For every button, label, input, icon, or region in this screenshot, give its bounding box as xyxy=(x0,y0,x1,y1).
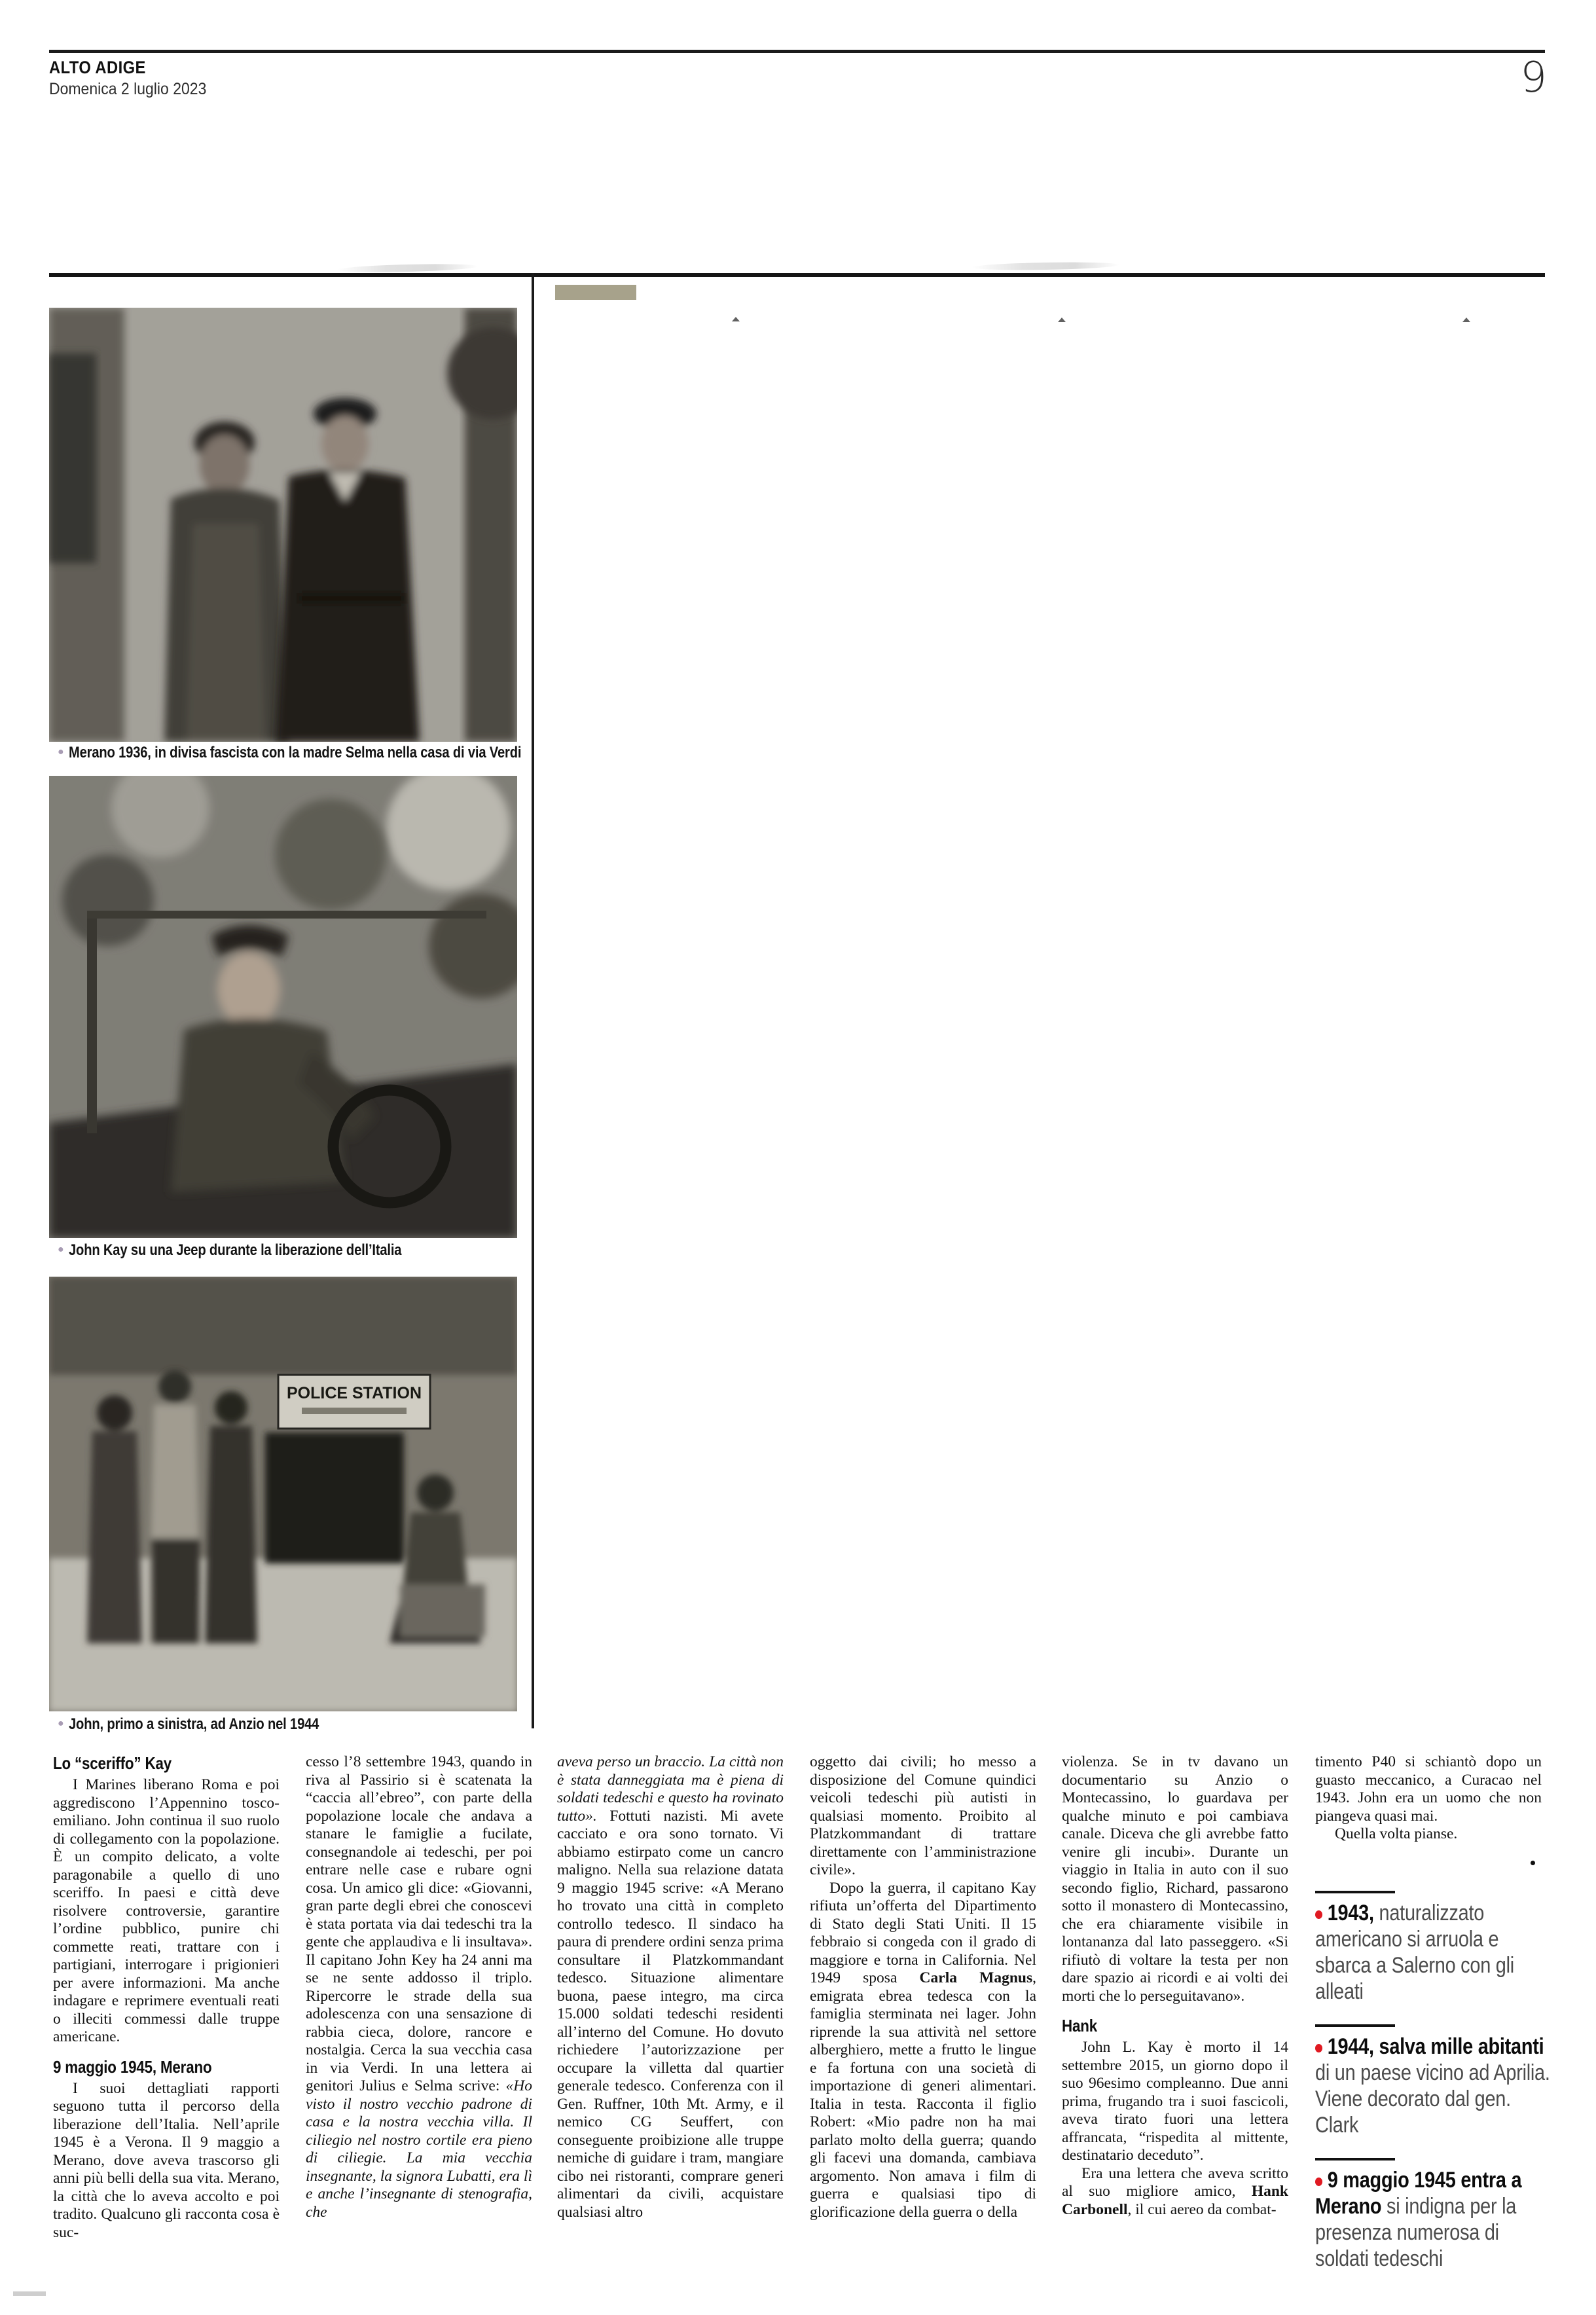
newspaper-name: ALTO ADIGE xyxy=(49,58,146,77)
print-edge-mark xyxy=(13,2291,46,2296)
timeline-entry-1943: 1943, naturalizzato americano si arruola e sbarca a Salerno con gli alleati xyxy=(1315,1901,1514,2004)
timeline-bullet-icon xyxy=(1315,2178,1322,2186)
caption-bullet-icon: ● xyxy=(58,746,64,757)
article-paragraph: John L. Kay è morto il 14 settembre 2015, un giorno dopo il suo 96esimo compleanno. Due anni prima, frugando tra i suoi fascicoli, aveva tirato fuori una lettera affrancata, “rispedita al mittente, destinatario deceduto”. xyxy=(1062,2039,1288,2164)
article-paragraph: violenza. Se in tv davano un documentario su Anzio o Montecassino, lo guardava per qualche minuto e poi cambiava canale. Diceva che gli avrebbe fatto venire gli incubi». Durante un viaggio in Italia in auto con il suo secondo figlio, Richard, passarono sotto il monastero di Montecassino, che era chiaramente visibile in lontananza dal lato passeggero. «Si rifiutò di voltare la testa per non dare spazio ai ricordi e ai volti dei morti che lo perseguitavano». xyxy=(1062,1753,1288,2005)
timeline-rule xyxy=(1315,2158,1395,2160)
photo-merano-1936 xyxy=(49,308,517,742)
article-paragraph: aveva perso un braccio. La città non è stata danneggiata ma è piena di soldati tedeschi e questo ha rovinato tutto». Fottuti nazisti. Mi avete cacciato e ora sono tornato. Vi abbiamo estirpato come un cancro maligno. Nella sua relazione datata 9 maggio 1945 scrive: «A Merano ho trovato una città in completo controllo tedesco. Il sindaco ha paura di prendere ordini senza prima consultare il Platzkommandant tedesco. Situazione alimentare buona, paese integro, ma circa 15.000 soldati tedeschi residenti all’interno del Comune. Ho dovuto richiedere l’autorizzazione per occupare la villetta dal quartier generale tedesco. Conferenza con il Gen. Ruffner, 10th Mt. Army, e il nemico CG Seuffert, con conseguente proibizione alle truppe nemiche di guidare i tram, mangiare cibo nei ristoranti, comprare generi alimentari da civili, acquistare qualsiasi altro xyxy=(557,1753,784,2221)
timeline-entry-1944: 1944, salva mille abitanti di un paese vicino ad Aprilia. Viene decorato dal gen. Clark xyxy=(1315,2034,1550,2138)
article-paragraph: I suoi dettagliati rapporti seguono tutta il percorso della liberazione dell’Italia. Nell’aprile 1945 è a Verona. Il 9 maggio a Merano, dove aveva trascorso gli anni più belli della sua vita. Merano, la città che lo aveva accolto e poi tradito. Qualcuno gli racconta cosa è suc- xyxy=(53,2079,280,2241)
column-divider-rule xyxy=(532,273,534,1728)
article-paragraph: Dopo la guerra, il capitano Kay rifiuta un’offerta del Dipartimento di Stato degli Stati Uniti. Il 15 febbraio si congeda con il grado di maggiore e torna in California. Nel 1949 sposa Carla Magnus, emigrata ebrea tedesca con la famiglia sterminata nei lager. John riprende la sua attività nel settore alberghiero, mette a frutto le lingue e fa fortuna con una società di importazione di generi alimentari. Italia in testa. Racconta il figlio Robert: «Mio padre non ha mai parlato molto della guerra; quando gli facevi una domanda, cambiava argomento. Non amava i film di guerra e qualsiasi tipo di glorificazione della guerra o della xyxy=(810,1879,1036,2221)
timeline-rule xyxy=(1315,1891,1395,1893)
scan-mark xyxy=(732,317,740,321)
caption-bullet-icon: ● xyxy=(58,1244,64,1255)
scan-artifact xyxy=(972,261,1119,271)
article-paragraph: cesso l’8 settembre 1943, quando in riva al Passirio si è scatenata la “caccia all’ebreo”, con parte della popolazione locale che andava a stanare le famiglie a fucilate, consegnandole ai tedeschi, per poi entrare nelle case e rubare ogni cosa. Un amico gli dice: «Giovanni, gran parte degli ebrei che conoscevi è stata portata via dai tedeschi tra la gente che applaudiva e li insultava». Il capitano John Key ha 24 anni ma se ne sente addosso il triplo. Ripercorre le strade della sua adolescenza con una sensazione di rabbia cieca, dolore, rancore e nostalgia. Cerca la sua vecchia casa in via Verdi. In una lettera ai genitori Julius e Selma scrive: «Ho visto il nostro vecchio padrone di casa e la nostra vecchia villa. Il ciliegio nel nostro cortile era pieno di ciliegie. La mia vecchia insegnante, la signora Lubatti, era lì e anche l’insegnante di stenografia, che xyxy=(306,1753,532,2221)
article-column-5 xyxy=(1062,1753,1288,2272)
timeline-bullet-icon xyxy=(1315,2044,1322,2052)
subhead-hank: Hank xyxy=(1062,2016,1097,2035)
article-column-1 xyxy=(53,1753,280,2272)
subhead-sceriffo: Lo “sceriffo” Kay xyxy=(53,1753,172,1773)
page-number: 9 xyxy=(1520,54,1546,102)
photo1-caption: ● Merano 1936, in divisa fascista con la madre Selma nella casa di via Verdi xyxy=(58,744,521,761)
scan-artifact xyxy=(337,263,478,273)
timeline-bullet-icon xyxy=(1315,1910,1322,1919)
timeline-entry-1945: 9 maggio 1945 entra a Merano si indigna per la presenza numerosa di soldati tedeschi xyxy=(1315,2168,1522,2271)
timeline-rule xyxy=(1315,2024,1395,2027)
subhead-9-maggio: 9 maggio 1945, Merano xyxy=(53,2056,212,2077)
article-end-mark xyxy=(1531,1861,1535,1865)
header-rule xyxy=(49,50,1545,53)
article-paragraph: Era una lettera che aveva scritto al suo migliore amico, Hank Carbonell, il cui aereo da combat- xyxy=(1062,2164,1288,2218)
photo3-caption: ● John, primo a sinistra, ad Anzio nel 1944 xyxy=(58,1715,319,1733)
article-paragraph: timento P40 si schiantò dopo un guasto meccanico, a Curacao nel 1943. John era un uomo che non piangeva quasi mai. xyxy=(1315,1753,1542,1825)
article-paragraph: Quella volta pianse. xyxy=(1335,1825,1458,1842)
edition-date: Domenica 2 luglio 2023 xyxy=(49,80,207,98)
caption-bullet-icon: ● xyxy=(58,1718,64,1729)
article-column-2 xyxy=(306,1753,532,2272)
article-column-4 xyxy=(810,1753,1036,2272)
scan-mark xyxy=(1058,318,1066,322)
kicker-color-box xyxy=(555,285,636,300)
article-paragraph: oggetto dai civili; ho messo a disposizione del Comune quindici veicoli tedeschi più autisti in qualsiasi momento. Proibito al Platzkommandant di trattare direttamente con l’amministrazione civile». xyxy=(810,1753,1036,1878)
section-rule xyxy=(49,273,1545,277)
photo-jeep-liberation xyxy=(49,776,517,1238)
article-paragraph: I Marines liberano Roma e poi aggrediscono l’Appennino tosco-emiliano. John continua il suo ruolo di collegamento con la popolazione. È un compito delicato, a volte paragonabile a quello di uno sceriffo. In paesi e città deve risolvere controversie, garantire l’ordine pubblico, punire chi commette reati, trattare con i partigiani, interrogare i prigionieri per avere informazioni. Ma anche indagare e reprimere eventuali reati o illeciti commessi dalle truppe americane. xyxy=(53,1776,280,2045)
photo-anzio-1944 xyxy=(49,1277,517,1711)
article-column-3 xyxy=(557,1753,784,2272)
photo2-caption: ● John Kay su una Jeep durante la liberazione dell’Italia xyxy=(58,1241,402,1259)
svg-text:POLICE STATION: POLICE STATION xyxy=(286,1384,422,1402)
scan-mark xyxy=(1462,318,1470,322)
